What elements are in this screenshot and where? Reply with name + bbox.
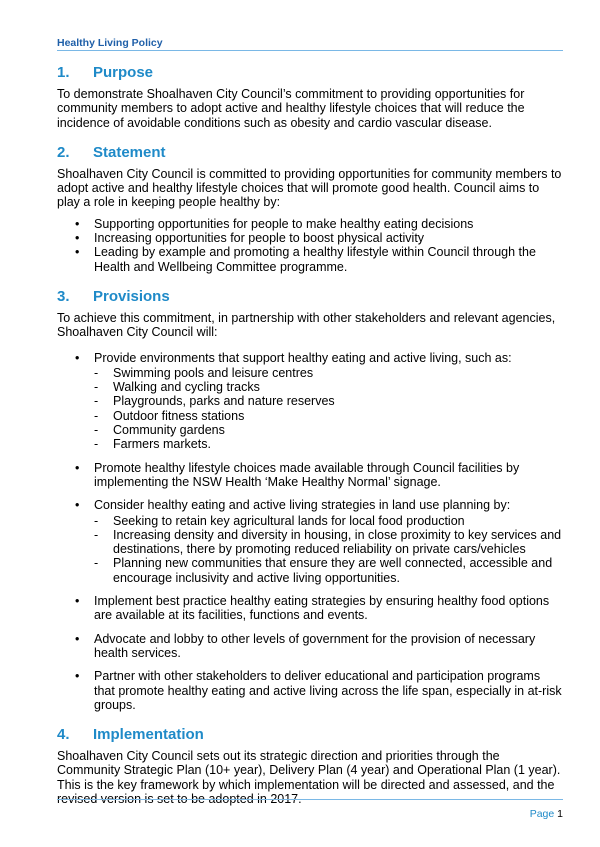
dash-list: [94, 514, 563, 585]
section-number: 3.: [57, 287, 70, 305]
list-item-text: Promote healthy lifestyle choices made available through Council facilities by implementing the NSW Health ‘Make Healthy Normal’ signage.: [94, 460, 520, 489]
page-number-value: 1: [557, 808, 563, 820]
list-item: [57, 351, 563, 452]
section-heading: [57, 64, 563, 81]
sub-list-item: - Farmers markets.: [94, 437, 563, 451]
list-item-text: Provide environments that support healthy eating and active living, such as:: [94, 350, 512, 365]
section-title: Statement: [93, 143, 166, 161]
document-body: [57, 64, 563, 820]
section-title: Implementation: [93, 726, 204, 744]
section-number: 1.: [57, 64, 70, 81]
page-label: Page: [529, 808, 555, 820]
bullet-list: [57, 217, 563, 274]
section-number: 2.: [57, 143, 70, 161]
list-item: • Leading by example and promoting a healthy lifestyle within Council through the Health and Wellbeing Committee programme.: [57, 245, 563, 274]
list-item: [57, 594, 563, 623]
section-paragraph: To achieve this commitment, in partnership with other stakeholders and relevant agencies, Shoalhaven City Council will:: [57, 310, 556, 340]
list-item-text: Consider healthy eating and active living strategies in land use planning by:: [94, 498, 511, 513]
dash-list: [94, 366, 563, 452]
sub-list-item: - Swimming pools and leisure centres: [94, 366, 563, 380]
sub-list-item: - Planning new communities that ensure they are well connected, accessible and encourage inclusivity and active living opportunities.: [94, 556, 563, 585]
list-item: [57, 669, 563, 712]
sub-list-item: - Increasing density and diversity in housing, in close proximity to key services and destinations, there by promoting reduced reliability on private cars/vehicles: [94, 528, 563, 557]
sub-list-item: - Seeking to retain key agricultural lands for local food production: [94, 514, 563, 528]
section-title: Purpose: [93, 64, 154, 81]
list-item-text: Advocate and lobby to other levels of government for the provision of necessary health services.: [94, 631, 536, 660]
section-paragraph: Shoalhaven City Council sets out its strategic direction and priorities through the Community Strategic Plan (10+ year), Delivery Plan (4 year) and Operational Plan (1 year). This is the key framework by which implementation will be directed and assessed, and the revised version is set to be adopted in 2017.: [57, 749, 561, 806]
sub-list-item: - Playgrounds, parks and nature reserves: [94, 394, 563, 408]
list-item-text: Partner with other stakeholders to deliver educational and participation programs that promote healthy eating and active living across the life span, especially in at-risk groups.: [94, 669, 562, 712]
page-number: [530, 808, 563, 820]
footer-divider: [57, 799, 563, 800]
sub-list-item: - Outdoor fitness stations: [94, 409, 563, 423]
section-paragraph: To demonstrate Shoalhaven City Council’s commitment to providing opportunities for community members to adopt active and healthy lifestyle choices that will reduce the incidence of avoidable conditions such as obesity and cardio vascular disease.: [57, 87, 525, 130]
section-heading: [57, 288, 563, 305]
bullet-list: [57, 351, 563, 713]
list-item: [57, 498, 563, 585]
section-provisions: [57, 288, 563, 712]
list-item: [57, 632, 563, 661]
list-item: • Supporting opportunities for people to make healthy eating decisions: [57, 217, 563, 231]
section-statement: [57, 144, 563, 274]
section-implementation: [57, 726, 563, 806]
section-paragraph: Shoalhaven City Council is committed to providing opportunities for community members to adopt active and healthy lifestyle choices that will promote good health. Council aims to play a role in keeping people healthy by:: [57, 166, 562, 210]
list-item: [57, 461, 563, 490]
section-title: Provisions: [93, 287, 170, 305]
sub-list-item: - Walking and cycling tracks: [94, 380, 563, 394]
header-title: Healthy Living Policy: [57, 37, 163, 49]
section-heading: [57, 144, 563, 161]
sub-list-item: - Community gardens: [94, 423, 563, 437]
list-item: • Increasing opportunities for people to boost physical activity: [57, 231, 563, 245]
section-purpose: [57, 64, 563, 130]
list-item-text: Implement best practice healthy eating strategies by ensuring healthy food options are available at its facilities, functions and events.: [94, 594, 550, 623]
section-number: 4.: [57, 726, 70, 744]
header-divider: [57, 50, 563, 51]
section-heading: [57, 726, 563, 743]
